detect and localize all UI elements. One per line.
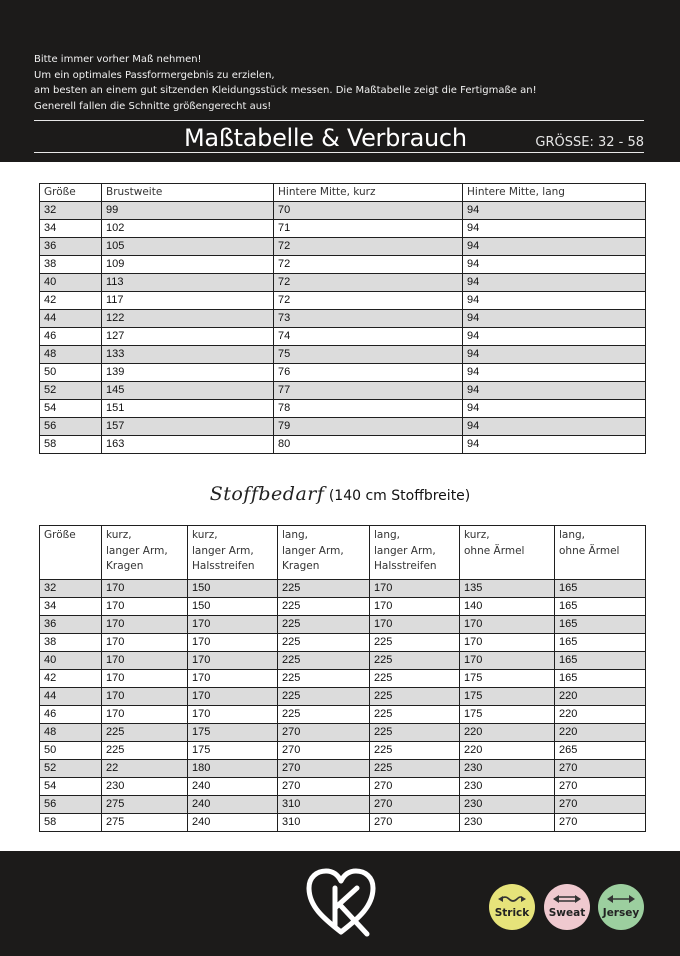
value-cell: 175 bbox=[460, 706, 555, 724]
value-cell: 165 bbox=[555, 634, 646, 652]
table-row bbox=[40, 346, 646, 364]
note-line: Bitte immer vorher Maß nehmen! bbox=[34, 54, 202, 65]
value-cell: 225 bbox=[370, 706, 460, 724]
value-cell: 180 bbox=[188, 760, 278, 778]
value-cell: 78 bbox=[274, 400, 463, 418]
value-cell: 230 bbox=[460, 814, 555, 832]
value-cell: 94 bbox=[463, 346, 646, 364]
value-cell: 225 bbox=[370, 724, 460, 742]
value-cell: 94 bbox=[463, 238, 646, 256]
value-cell: 175 bbox=[188, 724, 278, 742]
value-cell: 105 bbox=[102, 238, 274, 256]
fabric-heading bbox=[0, 483, 680, 505]
value-cell: 270 bbox=[555, 778, 646, 796]
size-cell: 34 bbox=[40, 220, 102, 238]
header bbox=[0, 0, 680, 162]
value-cell: 80 bbox=[274, 436, 463, 454]
value-cell: 170 bbox=[102, 652, 188, 670]
value-cell: 225 bbox=[370, 688, 460, 706]
value-cell: 170 bbox=[102, 706, 188, 724]
value-cell: 225 bbox=[278, 616, 370, 634]
value-cell: 170 bbox=[188, 616, 278, 634]
value-cell: 225 bbox=[278, 634, 370, 652]
table-row bbox=[40, 256, 646, 274]
heart-k-logo-icon bbox=[305, 866, 377, 938]
value-cell: 70 bbox=[274, 202, 463, 220]
value-cell: 170 bbox=[188, 652, 278, 670]
value-cell: 230 bbox=[102, 778, 188, 796]
table-row bbox=[40, 634, 646, 652]
value-cell: 73 bbox=[274, 310, 463, 328]
measure-table bbox=[39, 183, 646, 454]
table-row bbox=[40, 706, 646, 724]
column-header: Brustweite bbox=[102, 184, 274, 202]
value-cell: 79 bbox=[274, 418, 463, 436]
value-cell: 220 bbox=[460, 724, 555, 742]
column-header: lang, langer Arm, Halsstreifen bbox=[370, 526, 460, 580]
value-cell: 270 bbox=[370, 796, 460, 814]
value-cell: 109 bbox=[102, 256, 274, 274]
value-cell: 170 bbox=[102, 598, 188, 616]
note-line: Generell fallen die Schnitte größengerecht aus! bbox=[34, 100, 272, 112]
value-cell: 225 bbox=[370, 670, 460, 688]
note-line: Um ein optimales Passformergebnis zu erzielen, bbox=[34, 69, 275, 81]
double-arrow-icon bbox=[606, 894, 636, 904]
size-cell: 32 bbox=[40, 202, 102, 220]
table-row bbox=[40, 400, 646, 418]
value-cell: 72 bbox=[274, 274, 463, 292]
size-cell: 56 bbox=[40, 796, 102, 814]
table-row bbox=[40, 418, 646, 436]
fabric-width-note: (140 cm Stoffbreite) bbox=[328, 488, 471, 504]
value-cell: 220 bbox=[555, 706, 646, 724]
column-header: lang, ohne Ärmel bbox=[555, 526, 646, 580]
value-cell: 94 bbox=[463, 328, 646, 346]
table-row bbox=[40, 760, 646, 778]
value-cell: 117 bbox=[102, 292, 274, 310]
value-cell: 225 bbox=[370, 652, 460, 670]
value-cell: 270 bbox=[370, 814, 460, 832]
value-cell: 310 bbox=[278, 796, 370, 814]
table-row bbox=[40, 598, 646, 616]
value-cell: 230 bbox=[460, 778, 555, 796]
value-cell: 165 bbox=[555, 598, 646, 616]
value-cell: 265 bbox=[555, 742, 646, 760]
value-cell: 72 bbox=[274, 292, 463, 310]
value-cell: 225 bbox=[278, 706, 370, 724]
value-cell: 270 bbox=[278, 742, 370, 760]
table-row bbox=[40, 724, 646, 742]
value-cell: 175 bbox=[460, 688, 555, 706]
value-cell: 133 bbox=[102, 346, 274, 364]
size-cell: 56 bbox=[40, 418, 102, 436]
table-row bbox=[40, 652, 646, 670]
value-cell: 170 bbox=[188, 634, 278, 652]
value-cell: 270 bbox=[278, 778, 370, 796]
size-cell: 58 bbox=[40, 436, 102, 454]
double-arrow-icon bbox=[552, 894, 582, 904]
table-row bbox=[40, 688, 646, 706]
size-cell: 52 bbox=[40, 760, 102, 778]
value-cell: 270 bbox=[555, 814, 646, 832]
table-row bbox=[40, 742, 646, 760]
size-cell: 50 bbox=[40, 364, 102, 382]
value-cell: 77 bbox=[274, 382, 463, 400]
value-cell: 225 bbox=[278, 652, 370, 670]
column-header: kurz, langer Arm, Halsstreifen bbox=[188, 526, 278, 580]
table-row bbox=[40, 292, 646, 310]
badge-label: Strick bbox=[494, 907, 530, 919]
value-cell: 170 bbox=[102, 580, 188, 598]
value-cell: 175 bbox=[460, 670, 555, 688]
value-cell: 165 bbox=[555, 652, 646, 670]
table-row bbox=[40, 814, 646, 832]
size-cell: 32 bbox=[40, 580, 102, 598]
value-cell: 225 bbox=[278, 670, 370, 688]
value-cell: 270 bbox=[278, 760, 370, 778]
column-header: Hintere Mitte, lang bbox=[463, 184, 646, 202]
value-cell: 175 bbox=[188, 742, 278, 760]
value-cell: 94 bbox=[463, 382, 646, 400]
value-cell: 220 bbox=[555, 688, 646, 706]
size-cell: 40 bbox=[40, 274, 102, 292]
value-cell: 225 bbox=[370, 760, 460, 778]
column-header: kurz, langer Arm, Kragen bbox=[102, 526, 188, 580]
size-cell: 44 bbox=[40, 688, 102, 706]
column-header: Größe bbox=[40, 184, 102, 202]
value-cell: 94 bbox=[463, 364, 646, 382]
value-cell: 220 bbox=[555, 724, 646, 742]
value-cell: 275 bbox=[102, 814, 188, 832]
fabric-table bbox=[39, 525, 646, 832]
value-cell: 99 bbox=[102, 202, 274, 220]
value-cell: 170 bbox=[460, 634, 555, 652]
value-cell: 240 bbox=[188, 778, 278, 796]
value-cell: 140 bbox=[460, 598, 555, 616]
value-cell: 170 bbox=[460, 616, 555, 634]
value-cell: 165 bbox=[555, 616, 646, 634]
value-cell: 94 bbox=[463, 400, 646, 418]
footer bbox=[0, 851, 680, 956]
note-line: am besten an einem gut sitzenden Kleidungsstück messen. Die Maßtabelle zeigt die Fertigmaße an! bbox=[34, 85, 537, 96]
value-cell: 127 bbox=[102, 328, 274, 346]
column-header: Hintere Mitte, kurz bbox=[274, 184, 463, 202]
size-cell: 46 bbox=[40, 706, 102, 724]
size-cell: 44 bbox=[40, 310, 102, 328]
value-cell: 71 bbox=[274, 220, 463, 238]
value-cell: 94 bbox=[463, 292, 646, 310]
table-row bbox=[40, 580, 646, 598]
column-header: kurz, ohne Ärmel bbox=[460, 526, 555, 580]
size-cell: 36 bbox=[40, 238, 102, 256]
size-cell: 46 bbox=[40, 328, 102, 346]
value-cell: 225 bbox=[102, 724, 188, 742]
page-title: Maßtabelle & Verbrauch bbox=[184, 124, 467, 152]
badge-jersey bbox=[598, 884, 644, 930]
value-cell: 225 bbox=[370, 742, 460, 760]
fabric-title: Stoffbedarf bbox=[209, 483, 325, 505]
table-row bbox=[40, 328, 646, 346]
value-cell: 74 bbox=[274, 328, 463, 346]
value-cell: 22 bbox=[102, 760, 188, 778]
column-header: Größe bbox=[40, 526, 102, 580]
value-cell: 150 bbox=[188, 580, 278, 598]
value-cell: 170 bbox=[370, 616, 460, 634]
value-cell: 94 bbox=[463, 202, 646, 220]
size-cell: 42 bbox=[40, 292, 102, 310]
divider bbox=[34, 120, 644, 121]
size-cell: 34 bbox=[40, 598, 102, 616]
value-cell: 94 bbox=[463, 310, 646, 328]
badge-strick bbox=[489, 884, 535, 930]
value-cell: 170 bbox=[370, 598, 460, 616]
value-cell: 102 bbox=[102, 220, 274, 238]
table-row bbox=[40, 220, 646, 238]
value-cell: 170 bbox=[102, 670, 188, 688]
table-row bbox=[40, 382, 646, 400]
size-cell: 54 bbox=[40, 400, 102, 418]
value-cell: 225 bbox=[278, 598, 370, 616]
value-cell: 225 bbox=[278, 688, 370, 706]
value-cell: 170 bbox=[188, 706, 278, 724]
size-cell: 58 bbox=[40, 814, 102, 832]
size-cell: 38 bbox=[40, 634, 102, 652]
value-cell: 72 bbox=[274, 256, 463, 274]
size-cell: 40 bbox=[40, 652, 102, 670]
value-cell: 122 bbox=[102, 310, 274, 328]
value-cell: 270 bbox=[555, 796, 646, 814]
size-cell: 48 bbox=[40, 346, 102, 364]
value-cell: 230 bbox=[460, 760, 555, 778]
measure-table-header bbox=[40, 184, 646, 202]
value-cell: 230 bbox=[460, 796, 555, 814]
value-cell: 72 bbox=[274, 238, 463, 256]
value-cell: 165 bbox=[555, 670, 646, 688]
divider bbox=[34, 152, 644, 153]
table-row bbox=[40, 436, 646, 454]
value-cell: 94 bbox=[463, 274, 646, 292]
value-cell: 170 bbox=[102, 688, 188, 706]
value-cell: 94 bbox=[463, 256, 646, 274]
value-cell: 310 bbox=[278, 814, 370, 832]
table-row bbox=[40, 670, 646, 688]
badge-sweat bbox=[544, 884, 590, 930]
value-cell: 76 bbox=[274, 364, 463, 382]
value-cell: 270 bbox=[555, 760, 646, 778]
size-range: GRÖSSE: 32 - 58 bbox=[535, 135, 644, 150]
measurement-note bbox=[34, 52, 634, 114]
value-cell: 170 bbox=[460, 652, 555, 670]
size-cell: 48 bbox=[40, 724, 102, 742]
size-cell: 52 bbox=[40, 382, 102, 400]
value-cell: 275 bbox=[102, 796, 188, 814]
value-cell: 270 bbox=[278, 724, 370, 742]
column-header: lang, langer Arm, Kragen bbox=[278, 526, 370, 580]
value-cell: 240 bbox=[188, 814, 278, 832]
value-cell: 135 bbox=[460, 580, 555, 598]
value-cell: 270 bbox=[370, 778, 460, 796]
value-cell: 157 bbox=[102, 418, 274, 436]
value-cell: 225 bbox=[102, 742, 188, 760]
value-cell: 165 bbox=[555, 580, 646, 598]
size-cell: 38 bbox=[40, 256, 102, 274]
fabric-table-header bbox=[40, 526, 646, 580]
value-cell: 170 bbox=[102, 634, 188, 652]
badge-label: Sweat bbox=[548, 907, 586, 919]
value-cell: 170 bbox=[102, 616, 188, 634]
value-cell: 170 bbox=[188, 688, 278, 706]
value-cell: 151 bbox=[102, 400, 274, 418]
value-cell: 94 bbox=[463, 436, 646, 454]
table-row bbox=[40, 238, 646, 256]
size-cell: 42 bbox=[40, 670, 102, 688]
value-cell: 170 bbox=[370, 580, 460, 598]
value-cell: 163 bbox=[102, 436, 274, 454]
table-row bbox=[40, 310, 646, 328]
value-cell: 145 bbox=[102, 382, 274, 400]
value-cell: 225 bbox=[370, 634, 460, 652]
value-cell: 220 bbox=[460, 742, 555, 760]
table-row bbox=[40, 796, 646, 814]
size-cell: 36 bbox=[40, 616, 102, 634]
table-row bbox=[40, 274, 646, 292]
table-row bbox=[40, 364, 646, 382]
value-cell: 240 bbox=[188, 796, 278, 814]
value-cell: 225 bbox=[278, 580, 370, 598]
badge-label: Jersey bbox=[602, 907, 640, 919]
table-row bbox=[40, 778, 646, 796]
value-cell: 150 bbox=[188, 598, 278, 616]
value-cell: 139 bbox=[102, 364, 274, 382]
table-row bbox=[40, 202, 646, 220]
size-cell: 54 bbox=[40, 778, 102, 796]
size-cell: 50 bbox=[40, 742, 102, 760]
value-cell: 94 bbox=[463, 220, 646, 238]
value-cell: 113 bbox=[102, 274, 274, 292]
value-cell: 94 bbox=[463, 418, 646, 436]
value-cell: 170 bbox=[188, 670, 278, 688]
content-sheet bbox=[0, 162, 680, 851]
wavy-double-arrow-icon bbox=[497, 894, 527, 904]
table-row bbox=[40, 616, 646, 634]
value-cell: 75 bbox=[274, 346, 463, 364]
